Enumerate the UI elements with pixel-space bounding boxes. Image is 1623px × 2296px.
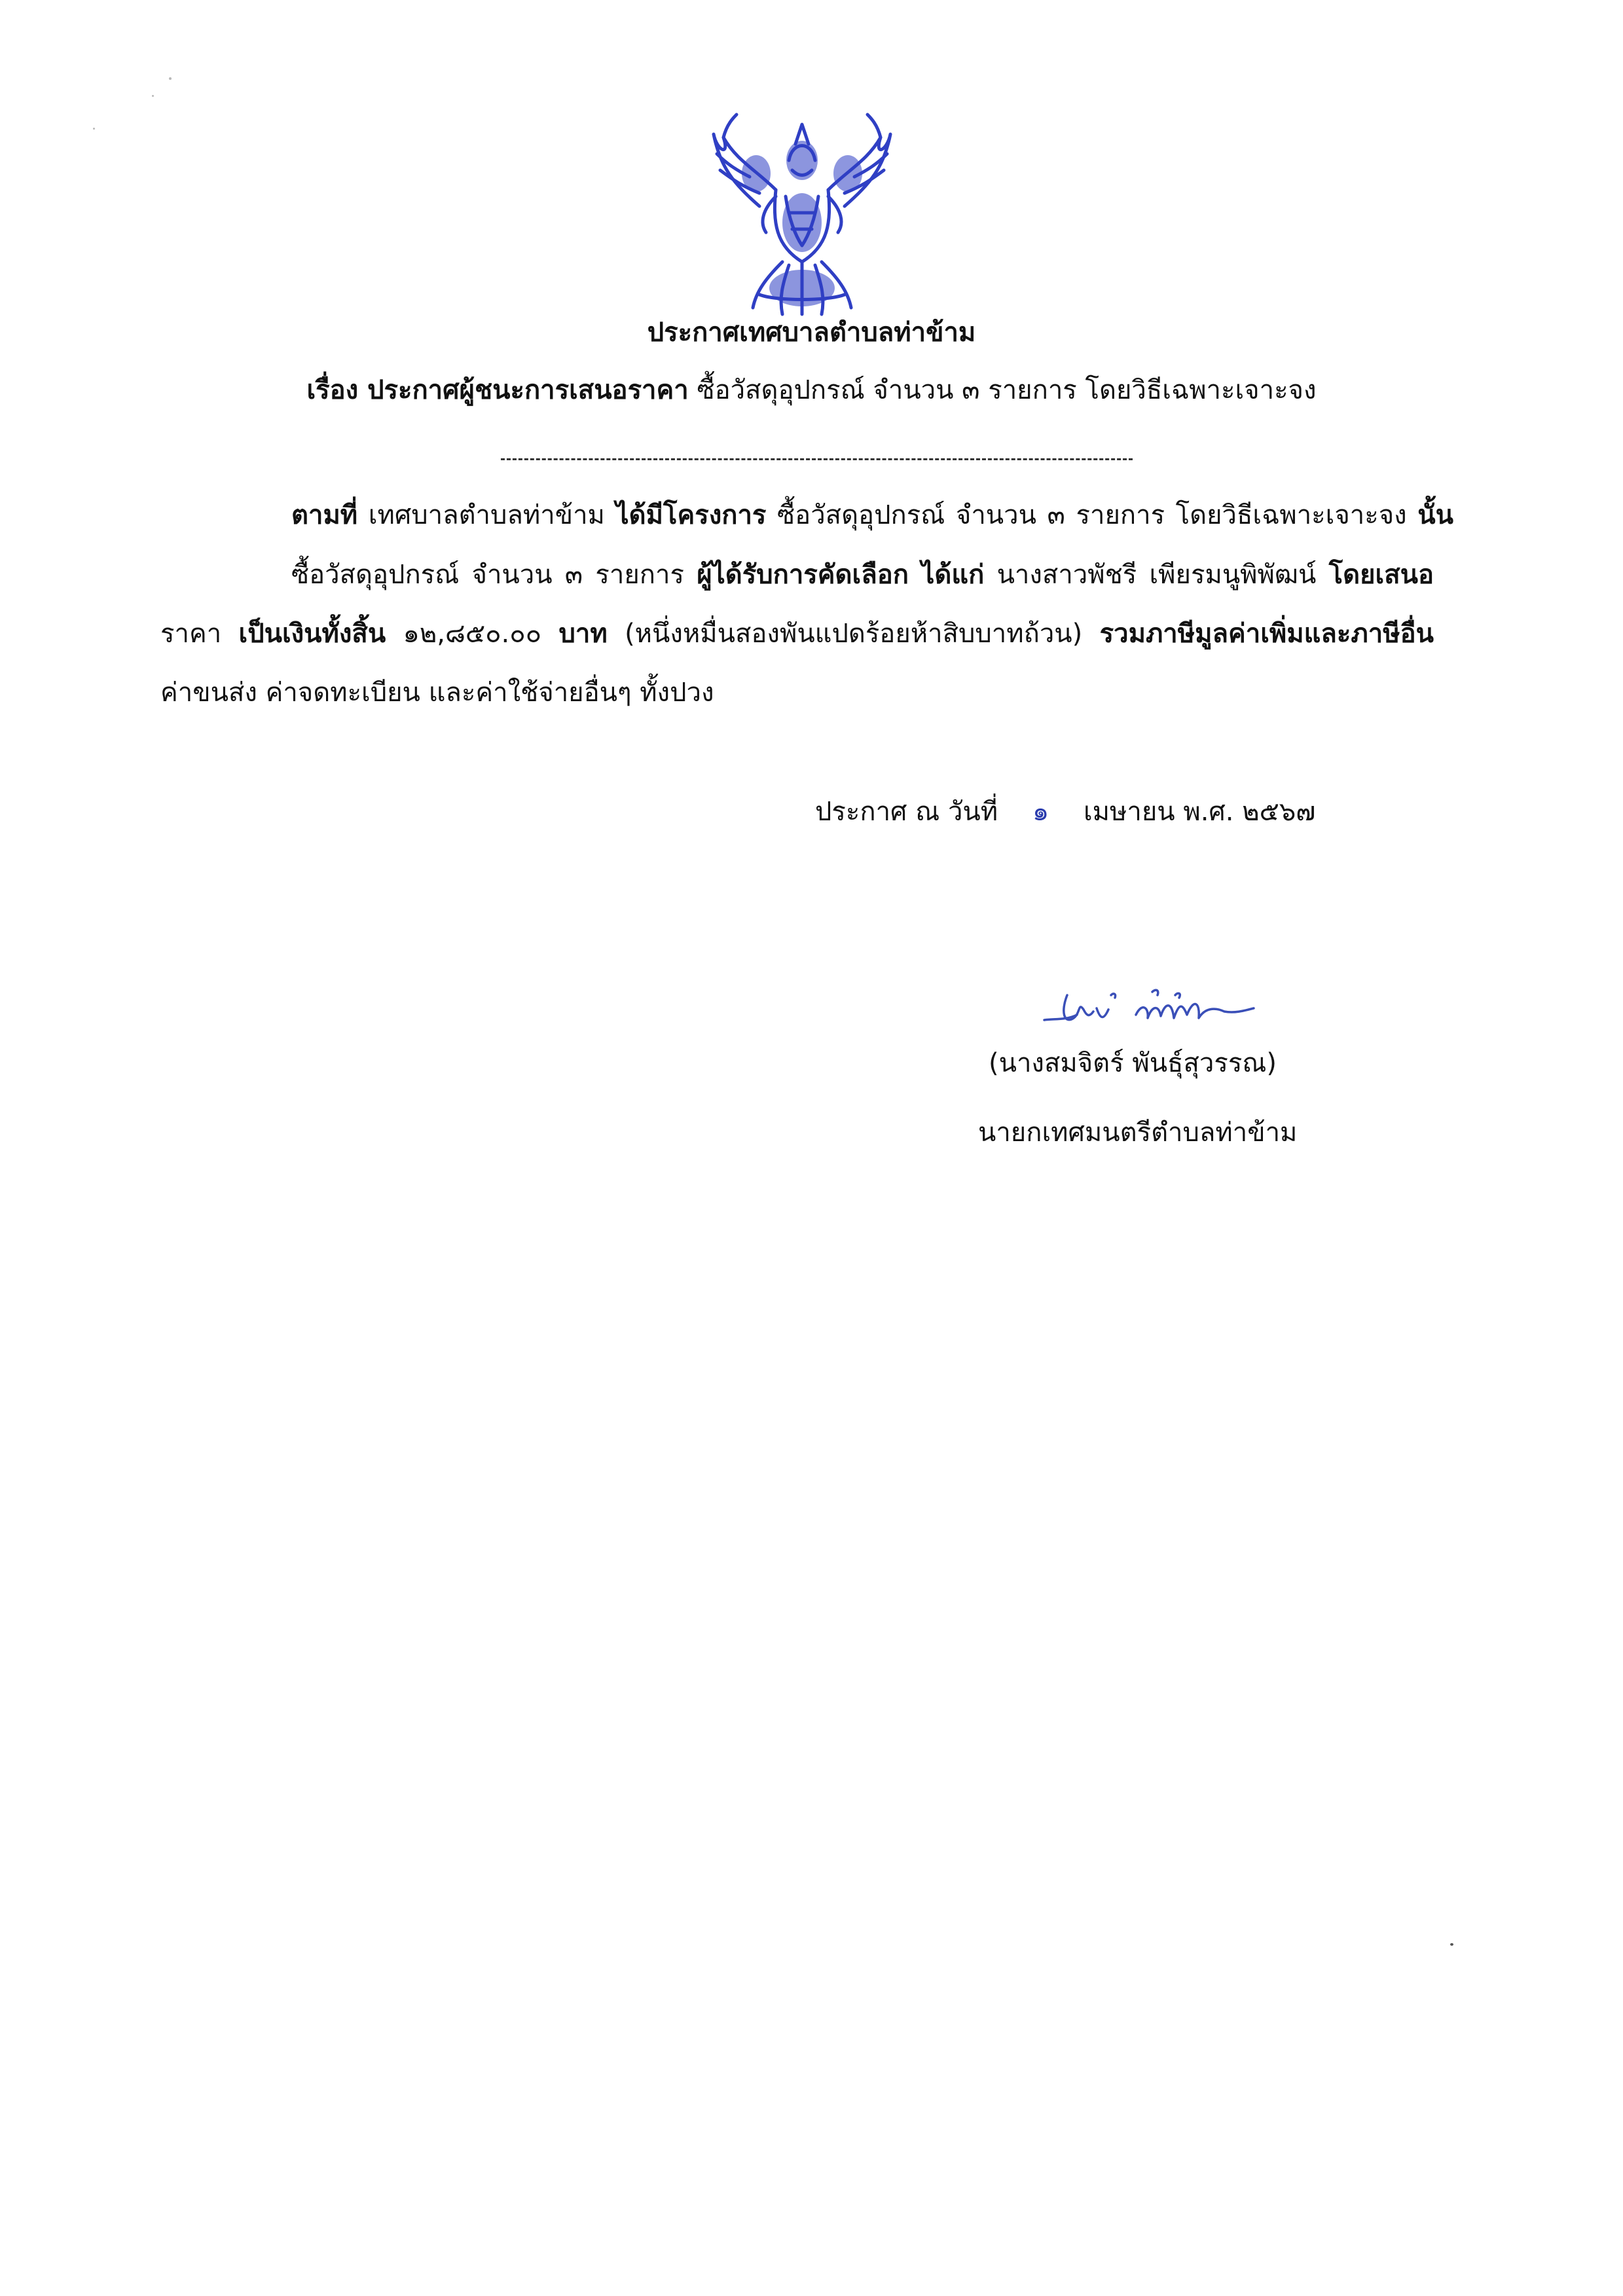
date-month-year: เมษายน พ.ศ. ๒๕๖๗	[1083, 797, 1316, 827]
amount-value: ๑๒,๘๕๐.๐๐	[403, 619, 542, 649]
winner-name: นางสาวพัชรี เพียรมนูพิพัฒน์	[996, 560, 1317, 590]
subject-line	[0, 371, 1623, 410]
offer-label-end: ราคา	[160, 619, 222, 649]
handwritten-signature	[1038, 982, 1260, 1041]
date-line	[815, 792, 1315, 831]
issuer-title: ประกาศเทศบาลตำบลท่าข้าม	[647, 318, 976, 348]
subject-text: ซื้อวัสดุอุปกรณ์ จำนวน ๓ รายการ โดยวิธีเฉพาะเจาะจง	[697, 375, 1317, 405]
scan-speck	[152, 95, 154, 97]
project-text: ซื้อวัสดุอุปกรณ์ จำนวน ๓ รายการ โดยวิธีเฉพาะเจาะจง	[777, 500, 1407, 530]
awarded-label: ได้แก่	[921, 560, 985, 590]
separator-line	[501, 458, 1133, 460]
municipality-name: เทศบาลตำบลท่าข้าม	[368, 500, 605, 530]
amount-words: (หนึ่งหมื่นสองพันแปดร้อยห้าสิบบาทถ้วน)	[625, 619, 1083, 649]
scan-speck	[93, 128, 95, 130]
fees-note: ค่าขนส่ง ค่าจดทะเบียน และค่าใช้จ่ายอื่นๆ ทั้งปวง	[160, 678, 714, 708]
subject-label: เรื่อง ประกาศผู้ชนะการเสนอราคา	[306, 375, 689, 405]
date-day: ๑	[1032, 797, 1049, 827]
item-text: ซื้อวัสดุอุปกรณ์ จำนวน ๓ รายการ	[291, 560, 684, 590]
tax-note: รวมภาษีมูลค่าเพิ่มและภาษีอื่น	[1099, 619, 1434, 649]
body-line-3	[160, 614, 1434, 653]
date-label: ประกาศ ณ วันที่	[815, 797, 998, 827]
signatory-position: นายกเทศมนตรีตำบลท่าข้าม	[978, 1118, 1298, 1148]
selected-label: ผู้ได้รับการคัดเลือก	[697, 560, 909, 590]
body-line-1	[291, 496, 1453, 535]
signatory-name: (นางสมจิตร์ พันธุ์สุวรรณ)	[989, 1048, 1277, 1078]
garuda-emblem-icon	[697, 98, 907, 318]
scan-speck	[169, 77, 172, 80]
project-label: ได้มีโครงการ	[615, 500, 767, 530]
offer-label-start: โดยเสนอ	[1328, 560, 1434, 590]
intro-end: นั้น	[1417, 500, 1453, 530]
body-line-2	[291, 555, 1434, 594]
total-label: เป็นเงินทั้งสิ้น	[238, 619, 386, 649]
intro-label: ตามที่	[291, 500, 358, 530]
currency-label: บาท	[558, 619, 608, 649]
scan-speck	[1450, 1943, 1453, 1946]
